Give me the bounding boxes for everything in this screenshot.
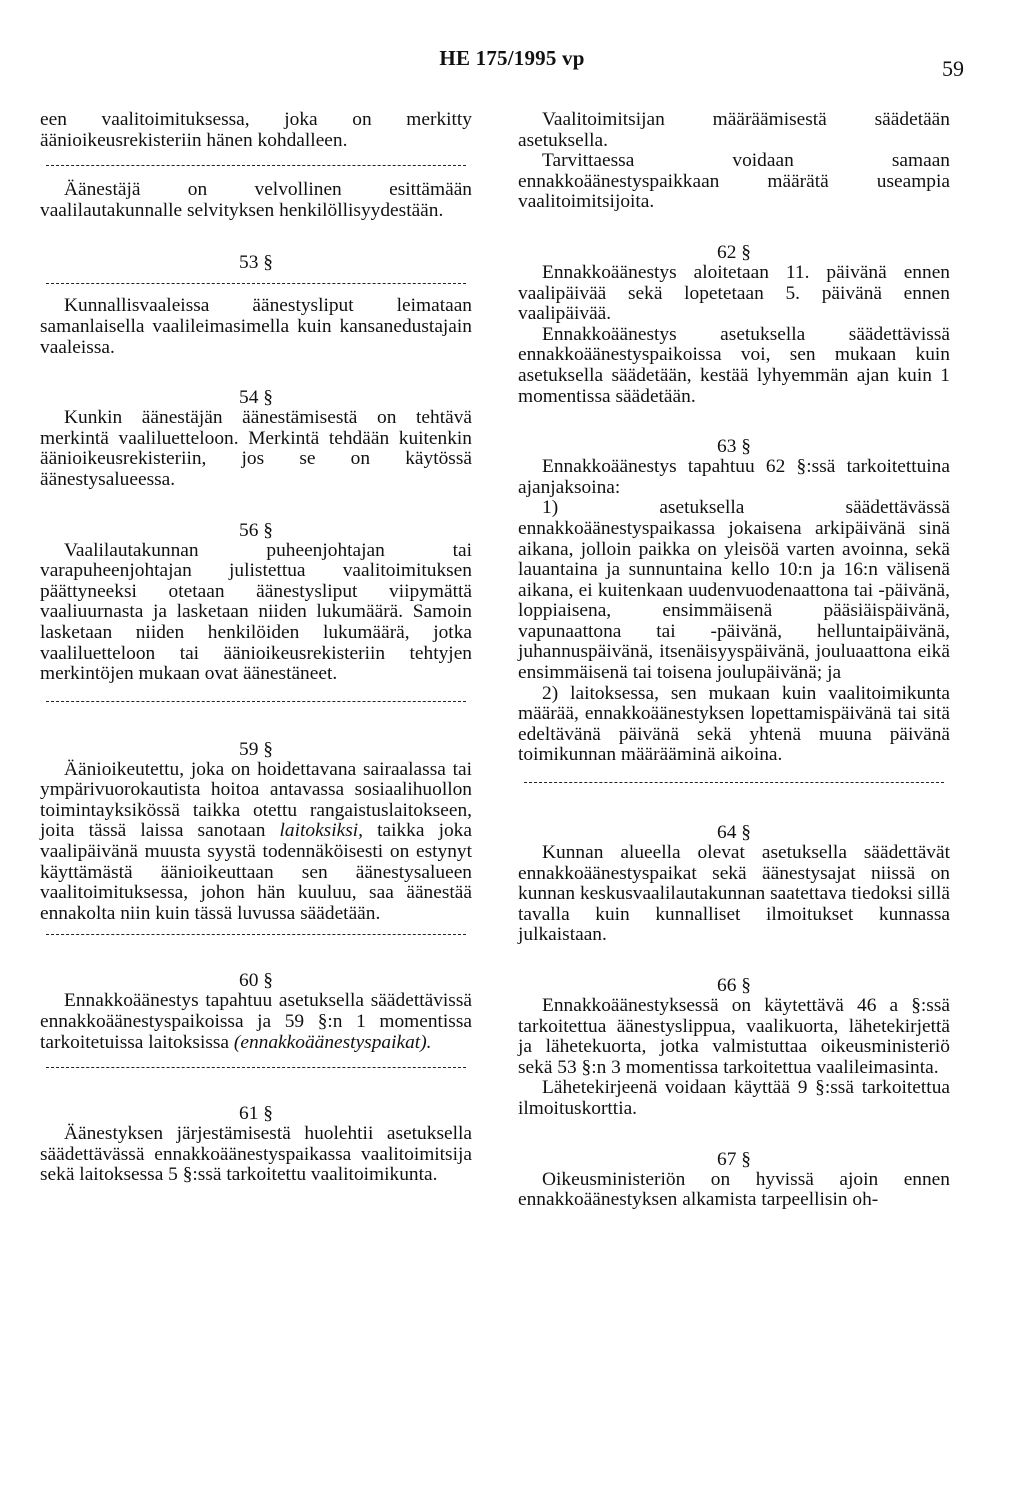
section-60-term: (ennakkoäänestyspaikat). <box>233 1031 432 1053</box>
section-63-heading: 63 § <box>717 436 751 458</box>
page-number: 59 <box>942 56 964 81</box>
section-67-heading: 67 § <box>717 1148 751 1170</box>
section-59-term: laitoksiksi, <box>279 820 363 842</box>
section-60-text-part1: Ennakkoäänestys tapahtuu asetuksella säädettävissä ennakkoäänestyspaikoissa ja 59 §:n 1 momentissa tarkoitetuissa laitoksissa <box>40 990 472 1053</box>
paragraph-multiple-officials: Tarvittaessa voidaan samaan ennakkoäänestyspaikkaan määrätä useampia vaalitoimitsijoita. <box>518 150 950 213</box>
section-63-item-2: 2) laitoksessa, sen mukaan kuin vaalitoimikunta määrää, ennakkoäänestyksen lopettamispäivänä tai sitä edeltävänä päivänä sekä yhtenä muuna päivänä toimikunnan määrääminä aikoina. <box>518 682 950 766</box>
section-61-text: Äänestyksen järjestämisestä huolehtii asetuksella säädettävässä ennakkoäänestyspaikassa vaalitoimitsija sekä laitoksessa 5 §:ssä tarkoitettu vaalitoimikunta. <box>40 1123 472 1186</box>
section-61-heading: 61 § <box>239 1103 273 1125</box>
left-column <box>40 110 472 1186</box>
section-54-text: Kunkin äänestäjän äänestämisestä on tehtävä merkintä vaaliluetteloon. Merkintä tehdään kuitenkin äänioikeusrekisteriin, jos se on käytössä äänestysalueessa. <box>40 407 472 490</box>
section-59-text-part2: taikka joka vaalipäivänä muusta syystä todennäköisesti on estynyt käyttämästä äänioikeuttaan sen äänestysalueen vaalitoimituksessa, johon hän kuuluu, saa äänestää ennakolta niin kuin tässä luvussa säädetään. <box>40 820 472 924</box>
section-56-text: Vaalilautakunnan puheenjohtajan tai varapuheenjohtajan julistettua vaalitoimituksen päättyneeksi otetaan äänestysliput viipymättä vaaliuurnasta ja lasketaan niiden lukumäärä. Samoin lasketaan niiden henkilöiden lukumäärä, jotka vaaliluetteloon tai äänioikeusrekisteriin tehtyjen merkintöjen mukaan ovat äänestäneet. <box>40 539 472 685</box>
section-56-heading: 56 § <box>239 519 273 541</box>
section-63-item-1: 1) asetuksella säädettävässä ennakkoäänestyspaikassa jokaisena arkipäivänä sinä aikana, jolloin paikka on yleisöä varten avoinna, sekä lauantaina ja sunnuntaina kello 10:n ja 16:n välisenä aikana, ei kuitenkaan uudenvuodenaattona tai -päivänä, loppiaisena, ensimmäisenä pääsiäispäivänä, vapunaattona tai -päivänä, helluntaipäivänä, juhannuspäivänä, itsenäisyyspäivänä, jouluaattona eikä ensimmäisenä tai toisena joulupäivänä; ja <box>518 497 950 684</box>
section-64-text: Kunnan alueella olevat asetuksella säädettävät ennakkoäänestyspaikat sekä äänestysajat niissä on kunnan keskusvaalilautakunnan saatettava tiedoksi sillä tavalla kuin kunnalliset ilmoitukset kunnassa julkaistaan. <box>518 842 950 946</box>
section-62-text-2: Ennakkoäänestys asetuksella säädettävissä ennakkoäänestyspaikoissa voi, sen mukaan kuin asetuksella säädetään, kestää lyhyemmän ajan kuin 1 momentissa säädetään. <box>518 323 950 407</box>
section-62-text-1: Ennakkoäänestys aloitetaan 11. päivänä ennen vaalipäivää sekä lopetetaan 5. päivänä ennen vaalipäivää. <box>518 261 950 325</box>
section-59-text-part1: Äänioikeutettu, joka on hoidettavana sairaalassa tai ympärivuorokautista hoitoa antavassa sosiaalihuollon toimintayksikössä taikka otettu rangaistuslaitokseen, joita tässä laissa sanotaan <box>40 758 472 842</box>
section-59-text <box>40 760 472 925</box>
paragraph-intro: een vaalitoimituksessa, joka on merkitty äänioikeusrekisteriin hänen kohdalleen. <box>40 109 472 151</box>
section-62-heading: 62 § <box>717 241 751 263</box>
section-66-text-1: Ennakkoäänestyksessä on käytettävä 46 a §:ssä tarkoitettua äänestyslippua, vaalikuorta, lähetekirjettä ja lähetekuorta, jotka valmistuttaa oikeusministeriö sekä 53 §:n 3 momentissa tarkoitettua vaalileimasinta. <box>518 995 950 1078</box>
section-53-text: Kunnallisvaaleissa äänestysliput leimataan samanlaisella vaalileimasimella kuin kansanedustajain vaaleissa. <box>40 295 472 358</box>
paragraph-official-appointment: Vaalitoimitsijan määräämisestä säädetään asetuksella. <box>518 109 950 151</box>
section-53-heading: 53 § <box>239 252 273 274</box>
section-66-text-2: Lähetekirjeenä voidaan käyttää 9 §:ssä tarkoitettua ilmoituskorttia. <box>518 1077 950 1119</box>
section-54-heading: 54 § <box>239 387 273 409</box>
section-59-heading: 59 § <box>239 738 273 760</box>
section-60-heading: 60 § <box>239 970 273 992</box>
paragraph-voter-identity: Äänestäjä on velvollinen esittämään vaalilautakunnalle selvityksen henkilöllisyydestään. <box>40 179 472 221</box>
section-64-heading: 64 § <box>717 822 751 844</box>
section-63-text-1: Ennakkoäänestys tapahtuu 62 §:ssä tarkoitettuina ajanjaksoina: <box>518 456 950 498</box>
right-column <box>518 110 950 1211</box>
document-id: HE 175/1995 vp <box>439 46 585 70</box>
section-67-text: Oikeusministeriön on hyvissä ajoin ennen ennakkoäänestyksen alkamista tarpeellisin oh- <box>518 1168 950 1211</box>
section-66-heading: 66 § <box>717 975 751 996</box>
section-60-text <box>40 991 472 1053</box>
